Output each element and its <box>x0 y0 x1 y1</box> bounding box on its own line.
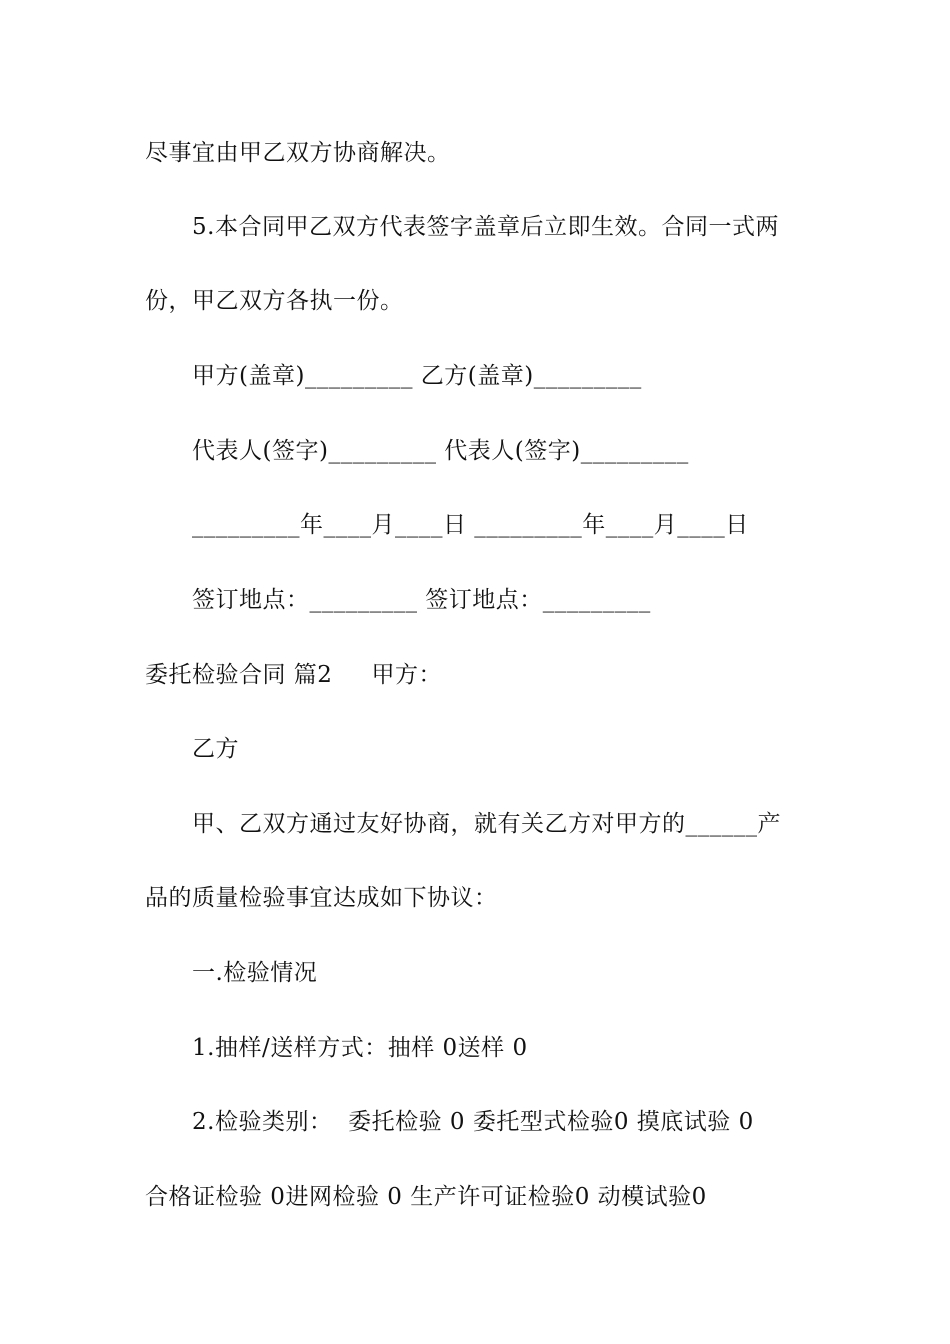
text-line: 1.抽样/送样方式：抽样 0送样 0 <box>192 1035 528 1061</box>
text-line: 合格证检验 0进网检验 0 生产许可证检验0 动模试验0 <box>145 1184 707 1210</box>
text-line: 乙方 <box>192 736 239 762</box>
signature-line: 代表人(签字)_________ 代表人(签字)_________ <box>192 438 689 464</box>
text-line: 品的质量检验事宜达成如下协议： <box>145 885 498 911</box>
text-line: 份，甲乙双方各执一份。 <box>145 288 404 314</box>
section-heading: 委托检验合同 篇2 甲方： <box>145 662 442 688</box>
date-line: _________年____月____日 _________年____月____日 <box>192 512 749 538</box>
signature-line: 甲方(盖章)_________ 乙方(盖章)_________ <box>192 363 642 389</box>
location-line: 签订地点：_________ 签订地点：_________ <box>192 587 651 613</box>
text-line: 尽事宜由甲乙双方协商解决。 <box>145 140 451 166</box>
text-line: 2.检验类别： 委托检验 0 委托型式检验0 摸底试验 0 <box>192 1109 754 1135</box>
text-line: 5.本合同甲乙双方代表签字盖章后立即生效。合同一式两 <box>192 214 779 240</box>
text-line: 甲、乙双方通过友好协商，就有关乙方对甲方的______产 <box>192 811 781 837</box>
subheading: 一.检验情况 <box>192 960 318 986</box>
